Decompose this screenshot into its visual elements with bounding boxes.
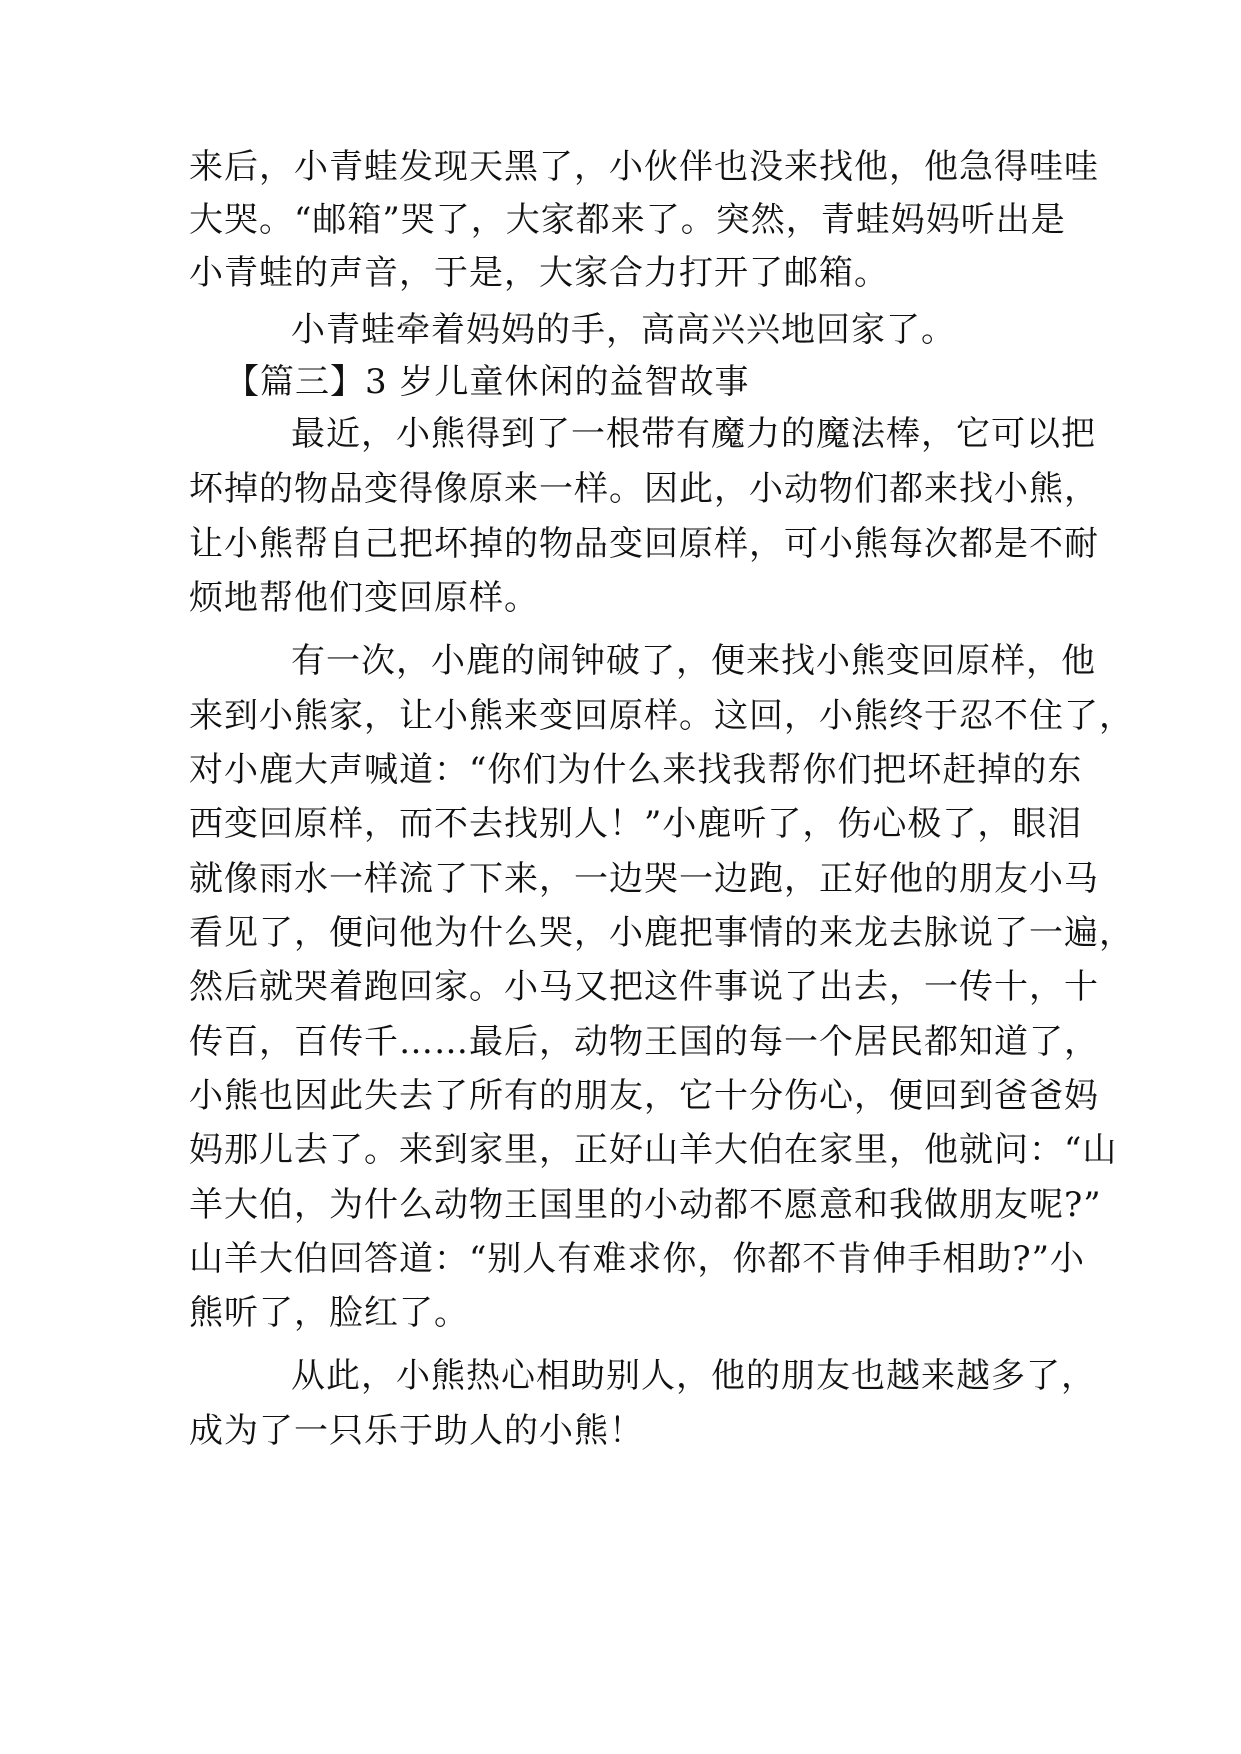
text-line: 西变回原样，而不去找别人！”小鹿听了，伤心极了，眼泪: [189, 804, 1083, 844]
text-line: 小青蛙牵着妈妈的手，高高兴兴地回家了。: [291, 310, 956, 350]
text-line: 小熊也因此失去了所有的朋友，它十分伤心，便回到爸爸妈: [189, 1076, 1099, 1116]
text-line: 来到小熊家，让小熊来变回原样。这回，小熊终于忍不住了，: [189, 696, 1134, 736]
text-line: 羊大伯，为什么动物王国里的小动都不愿意和我做朋友呢?”: [189, 1185, 1102, 1225]
text-line: 最近，小熊得到了一根带有魔力的魔法棒，它可以把: [291, 414, 1096, 454]
text-line: 来后，小青蛙发现天黑了，小伙伴也没来找他，他急得哇哇: [189, 147, 1099, 187]
text-line: 坏掉的物品变得像原来一样。因此，小动物们都来找小熊，: [189, 469, 1099, 509]
text-line: 山羊大伯回答道：“别人有难求你，你都不肯伸手相助?”小: [189, 1239, 1085, 1279]
text-line: 让小熊帮自己把坏掉的物品变回原样，可小熊每次都是不耐: [189, 524, 1099, 564]
text-line: 小青蛙的声音，于是，大家合力打开了邮箱。: [189, 253, 889, 293]
text-line: 然后就哭着跑回家。小马又把这件事说了出去，一传十，十: [189, 967, 1099, 1007]
text-line: 熊听了，脸红了。: [189, 1293, 469, 1333]
text-line: 妈那儿去了。来到家里，正好山羊大伯在家里，他就问：“山: [189, 1130, 1118, 1170]
text-line: 传百，百传千……最后，动物王国的每一个居民都知道了，: [189, 1022, 1099, 1062]
text-line: 对小鹿大声喊道：“你们为什么来找我帮你们把坏赶掉的东: [189, 750, 1083, 790]
text-line: 有一次，小鹿的闹钟破了，便来找小熊变回原样，他: [291, 641, 1096, 681]
text-line: 看见了，便问他为什么哭，小鹿把事情的来龙去脉说了一遍，: [189, 913, 1134, 953]
text-line: 烦地帮他们变回原样。: [189, 578, 539, 618]
section-heading: 【篇三】3 岁儿童休闲的益智故事: [225, 362, 750, 402]
text-line: 成为了一只乐于助人的小熊！: [189, 1411, 644, 1451]
text-line: 从此，小熊热心相助别人，他的朋友也越来越多了，: [291, 1356, 1096, 1396]
text-line: 大哭。“邮箱”哭了，大家都来了。突然，青蛙妈妈听出是: [189, 200, 1066, 240]
text-line: 就像雨水一样流了下来，一边哭一边跑，正好他的朋友小马: [189, 859, 1099, 899]
